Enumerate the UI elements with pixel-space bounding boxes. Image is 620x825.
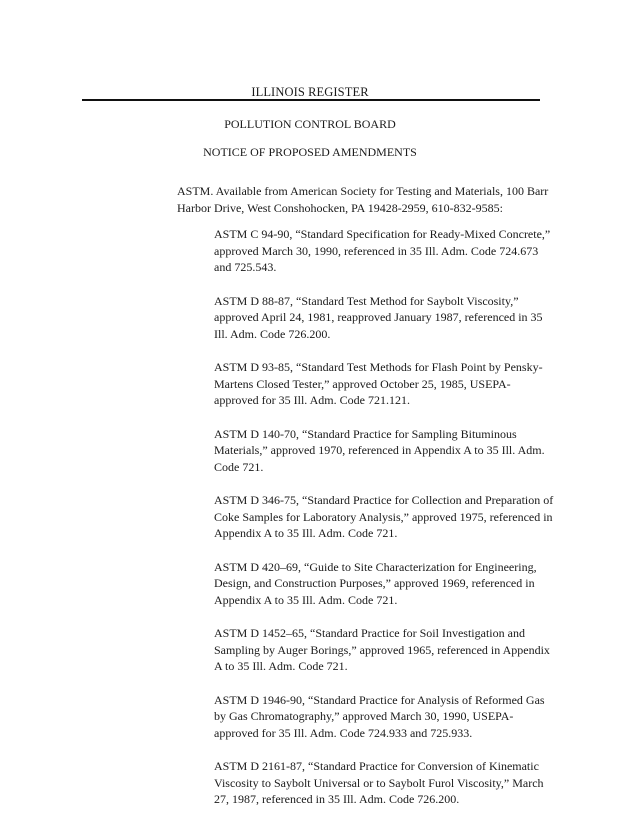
header-divider xyxy=(82,99,540,101)
list-item: ASTM D 140-70, “Standard Practice for Sampling Bituminous Materials,” approved 1970, referenced in Appendix A to 35 Ill. Adm. Code 721. xyxy=(214,426,545,474)
notice-title: NOTICE OF PROPOSED AMENDMENTS xyxy=(203,145,417,159)
list-item: ASTM D 88-87, “Standard Test Method for Saybolt Viscosity,” approved April 24, 1981, reapproved January 1987, referenced in 35 Ill. Adm. Code 726.200. xyxy=(214,293,543,341)
register-title: ILLINOIS REGISTER xyxy=(251,85,369,99)
list-item: ASTM D 1452–65, “Standard Practice for Soil Investigation and Sampling by Auger Borings,” approved 1965, referenced in Appendix A to 35 Ill. Adm. Code 721. xyxy=(214,626,550,673)
list-item: ASTM D 420–69, “Guide to Site Characterization for Engineering, Design, and Construction Purposes,” approved 1969, referenced in Appendix A to 35 Ill. Adm. Code 721. xyxy=(214,559,537,607)
list-item: ASTM D 2161-87, “Standard Practice for Conversion of Kinematic Viscosity to Saybolt Universal or to Saybolt Furol Viscosity,” March 27, 1987, referenced in 35 Ill. Adm. Code 726.200. xyxy=(214,759,544,806)
list-item: ASTM D 1946-90, “Standard Practice for Analysis of Reformed Gas by Gas Chromatography,” approved March 30, 1990, USEPA-approved for 35 Ill. Adm. Code 724.933 and 725.933. xyxy=(214,692,545,740)
intro-paragraph: ASTM. Available from American Society for Testing and Materials, 100 Barr Harbor Drive, West Conshohocken, PA 19428-2959, 610-832-9585: xyxy=(177,184,549,215)
list-item: ASTM D 93-85, “Standard Test Methods for Flash Point by Pensky-Martens Closed Tester,” approved October 25, 1985, USEPA-approved for 35 Ill. Adm. Code 721.121. xyxy=(214,360,543,407)
board-name: POLLUTION CONTROL BOARD xyxy=(224,117,396,131)
astm-reference-list xyxy=(214,226,554,825)
list-item: ASTM D 346-75, “Standard Practice for Collection and Preparation of Coke Samples for Laboratory Analysis,” approved 1975, referenced in Appendix A to 35 Ill. Adm. Code 721. xyxy=(214,493,554,540)
list-item: ASTM C 94-90, “Standard Specification for Ready-Mixed Concrete,” approved March 30, 1990, referenced in 35 Ill. Adm. Code 724.673 and 725.543. xyxy=(214,227,551,274)
